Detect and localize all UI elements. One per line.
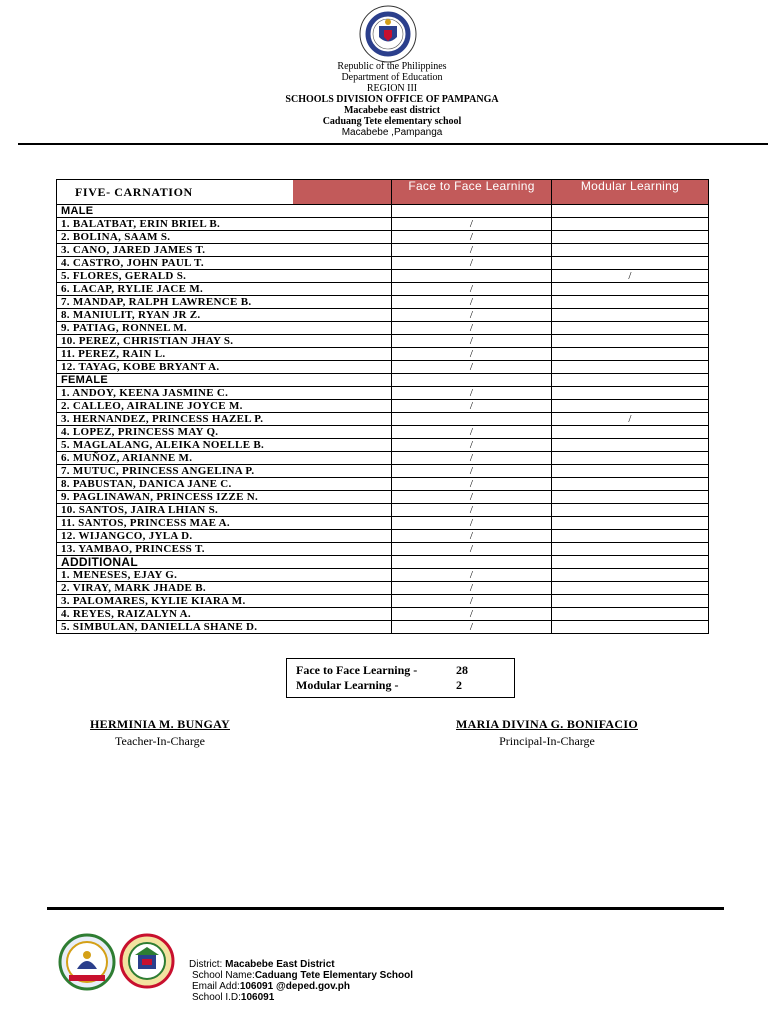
town-line: Macabebe ,Pampanga <box>341 127 443 138</box>
table-row <box>57 517 709 530</box>
table-row <box>57 608 709 621</box>
face-to-face-mark: / <box>392 309 552 322</box>
empty-cell <box>392 374 552 387</box>
footer-email-value: 106091 @deped.gov.ph <box>239 981 350 992</box>
student-name: 4. REYES, RAIZALYN A. <box>57 608 392 621</box>
region-line: REGION III <box>366 83 418 94</box>
table-row <box>57 335 709 348</box>
district-logo <box>119 931 175 991</box>
group-label: MALE <box>57 205 392 218</box>
table-row <box>57 582 709 595</box>
modular-mark <box>552 309 709 322</box>
student-name: 4. LOPEZ, PRINCESS MAY Q. <box>57 426 392 439</box>
table-row <box>57 543 709 556</box>
table-row <box>57 322 709 335</box>
table-row <box>57 452 709 465</box>
face-to-face-mark: / <box>392 322 552 335</box>
empty-cell <box>552 556 709 569</box>
table-row <box>57 244 709 257</box>
student-name: 9. PATIAG, RONNEL M. <box>57 322 392 335</box>
principal-role: Principal-In-Charge <box>499 734 595 748</box>
class-section-cell <box>57 180 392 205</box>
modular-mark <box>552 426 709 439</box>
face-to-face-mark: / <box>392 283 552 296</box>
teacher-name: HERMINIA M. BUNGAY <box>90 717 230 731</box>
summary-face-row <box>296 663 514 678</box>
modular-mark <box>552 348 709 361</box>
student-name: 5. SIMBULAN, DANIELLA SHANE D. <box>57 621 392 634</box>
modular-mark <box>552 569 709 582</box>
footer-divider <box>47 907 724 910</box>
footer-email-line <box>189 981 413 992</box>
face-to-face-mark: / <box>392 530 552 543</box>
modular-mark <box>552 543 709 556</box>
footer-district-label: District: <box>189 959 226 970</box>
footer-id-line <box>189 992 413 1003</box>
empty-cell <box>552 374 709 387</box>
modular-mark <box>552 608 709 621</box>
face-to-face-mark: / <box>392 361 552 374</box>
division-line: SCHOOLS DIVISION OFFICE OF PAMPANGA <box>285 94 499 105</box>
learning-modality-table <box>56 179 709 634</box>
face-to-face-mark: / <box>392 621 552 634</box>
table-row <box>57 231 709 244</box>
student-name: 10. SANTOS, JAIRA LHIAN S. <box>57 504 392 517</box>
group-header-row <box>57 205 709 218</box>
student-name: 2. CALLEO, AIRALINE JOYCE M. <box>57 400 392 413</box>
teacher-role: Teacher-In-Charge <box>115 734 205 748</box>
table-row <box>57 504 709 517</box>
district-line: Macabebe east district <box>343 105 441 116</box>
footer-district-value: Macabebe East District <box>225 959 335 970</box>
student-name: 5. FLORES, GERALD S. <box>57 270 392 283</box>
student-name: 1. MENESES, EJAY G. <box>57 569 392 582</box>
student-name: 3. HERNANDEZ, PRINCESS HAZEL P. <box>57 413 392 426</box>
student-name: 8. MANIULIT, RYAN JR Z. <box>57 309 392 322</box>
student-name: 2. VIRAY, MARK JHADE B. <box>57 582 392 595</box>
modular-mark <box>552 452 709 465</box>
face-to-face-mark: / <box>392 595 552 608</box>
face-to-face-mark: / <box>392 257 552 270</box>
modular-mark <box>552 582 709 595</box>
student-name: 7. MANDAP, RALPH LAWRENCE B. <box>57 296 392 309</box>
modular-mark <box>552 400 709 413</box>
table-row <box>57 439 709 452</box>
modular-mark <box>552 322 709 335</box>
footer-school-line <box>189 970 413 981</box>
deped-seal-logo <box>348 4 428 64</box>
footer-id-value: 106091 <box>240 992 275 1003</box>
student-name: 11. SANTOS, PRINCESS MAE A. <box>57 517 392 530</box>
face-to-face-mark: / <box>392 335 552 348</box>
table-row <box>57 257 709 270</box>
table-row <box>57 296 709 309</box>
modular-mark <box>552 231 709 244</box>
table-row <box>57 361 709 374</box>
teacher-signature-block <box>60 717 260 749</box>
face-to-face-mark: / <box>392 543 552 556</box>
student-name: 3. CANO, JARED JAMES T. <box>57 244 392 257</box>
table-row <box>57 387 709 400</box>
footer-district-line <box>189 959 413 970</box>
student-name: 6. LACAP, RYLIE JACE M. <box>57 283 392 296</box>
footer-email-label: Email Add: <box>192 981 240 992</box>
table-row <box>57 283 709 296</box>
modular-mark <box>552 621 709 634</box>
face-to-face-mark: / <box>392 426 552 439</box>
table-row <box>57 426 709 439</box>
face-to-face-mark: / <box>392 348 552 361</box>
face-to-face-mark: / <box>392 231 552 244</box>
face-to-face-mark: / <box>392 504 552 517</box>
face-to-face-mark <box>392 270 552 283</box>
modular-mark <box>552 595 709 608</box>
table-row <box>57 218 709 231</box>
empty-cell <box>552 205 709 218</box>
group-header-row <box>57 556 709 569</box>
summary-modular-count: 2 <box>456 678 462 692</box>
student-name: 5. MAGLALANG, ALEIKA NOELLE B. <box>57 439 392 452</box>
modular-mark <box>552 218 709 231</box>
letterhead <box>0 61 768 138</box>
modular-mark <box>552 478 709 491</box>
summary-modular-row <box>296 678 514 693</box>
principal-signature-block <box>432 717 662 749</box>
school-contact-block <box>189 959 413 1003</box>
student-name: 3. PALOMARES, KYLIE KIARA M. <box>57 595 392 608</box>
student-name: 13. YAMBAO, PRINCESS T. <box>57 543 392 556</box>
face-to-face-mark: / <box>392 452 552 465</box>
header-divider <box>18 143 768 145</box>
table-row <box>57 491 709 504</box>
face-to-face-mark: / <box>392 608 552 621</box>
modular-mark <box>552 491 709 504</box>
modular-mark <box>552 439 709 452</box>
summary-face-label: Face to Face Learning - <box>296 663 418 677</box>
student-name: 2. BOLINA, SAAM S. <box>57 231 392 244</box>
group-label: ADDITIONAL <box>57 556 392 569</box>
student-name: 9. PAGLINAWAN, PRINCESS IZZE N. <box>57 491 392 504</box>
face-to-face-mark: / <box>392 296 552 309</box>
modular-mark <box>552 296 709 309</box>
modular-mark <box>552 465 709 478</box>
republic-line: Republic of the Philippines <box>337 61 447 72</box>
modular-mark: / <box>552 270 709 283</box>
student-name: 1. ANDOY, KEENA JASMINE C. <box>57 387 392 400</box>
modular-mark <box>552 517 709 530</box>
footer-school-value: Caduang Tete Elementary School <box>254 970 413 981</box>
modular-mark <box>552 244 709 257</box>
modular-mark <box>552 387 709 400</box>
student-name: 10. PEREZ, CHRISTIAN JHAY S. <box>57 335 392 348</box>
student-name: 8. PABUSTAN, DANICA JANE C. <box>57 478 392 491</box>
face-to-face-mark: / <box>392 569 552 582</box>
table-row <box>57 595 709 608</box>
student-name: 7. MUTUC, PRINCESS ANGELINA P. <box>57 465 392 478</box>
modular-mark <box>552 283 709 296</box>
modular-mark: / <box>552 413 709 426</box>
summary-box <box>286 658 515 698</box>
modular-mark <box>552 335 709 348</box>
modular-mark <box>552 504 709 517</box>
table-row <box>57 465 709 478</box>
table-row <box>57 413 709 426</box>
face-to-face-mark: / <box>392 491 552 504</box>
school-line: Caduang Tete elementary school <box>322 116 462 127</box>
table-row <box>57 270 709 283</box>
table-row <box>57 478 709 491</box>
summary-face-count: 28 <box>456 663 468 677</box>
empty-cell <box>392 205 552 218</box>
student-name: 1. BALATBAT, ERIN BRIEL B. <box>57 218 392 231</box>
table-row <box>57 348 709 361</box>
face-to-face-mark: / <box>392 387 552 400</box>
footer-school-label: School Name: <box>192 970 255 981</box>
face-to-face-mark: / <box>392 465 552 478</box>
empty-cell <box>392 556 552 569</box>
group-label: FEMALE <box>57 374 392 387</box>
principal-name: MARIA DIVINA G. BONIFACIO <box>456 717 638 731</box>
modular-mark <box>552 257 709 270</box>
table-row <box>57 400 709 413</box>
modular-mark <box>552 530 709 543</box>
column-face-to-face: Face to Face Learning <box>392 180 552 205</box>
header-accent-strip <box>293 180 391 204</box>
roster-body <box>57 180 709 634</box>
modular-mark <box>552 361 709 374</box>
student-name: 12. WIJANGCO, JYLA D. <box>57 530 392 543</box>
student-name: 6. MUÑOZ, ARIANNE M. <box>57 452 392 465</box>
student-name: 4. CASTRO, JOHN PAUL T. <box>57 257 392 270</box>
table-row <box>57 309 709 322</box>
school-logo <box>55 933 119 991</box>
summary-modular-label: Modular Learning - <box>296 678 399 692</box>
class-section-title: FIVE- CARNATION <box>75 185 193 199</box>
face-to-face-mark: / <box>392 478 552 491</box>
table-row <box>57 530 709 543</box>
table-row <box>57 621 709 634</box>
footer-id-label: School I.D: <box>192 992 241 1003</box>
face-to-face-mark: / <box>392 218 552 231</box>
face-to-face-mark <box>392 413 552 426</box>
face-to-face-mark: / <box>392 400 552 413</box>
group-header-row <box>57 374 709 387</box>
table-row <box>57 569 709 582</box>
column-modular: Modular Learning <box>552 180 709 205</box>
face-to-face-mark: / <box>392 244 552 257</box>
face-to-face-mark: / <box>392 582 552 595</box>
department-line: Department of Education <box>341 72 443 83</box>
face-to-face-mark: / <box>392 439 552 452</box>
face-to-face-mark: / <box>392 517 552 530</box>
student-name: 11. PEREZ, RAIN L. <box>57 348 392 361</box>
table-header-row <box>57 180 709 205</box>
student-name: 12. TAYAG, KOBE BRYANT A. <box>57 361 392 374</box>
